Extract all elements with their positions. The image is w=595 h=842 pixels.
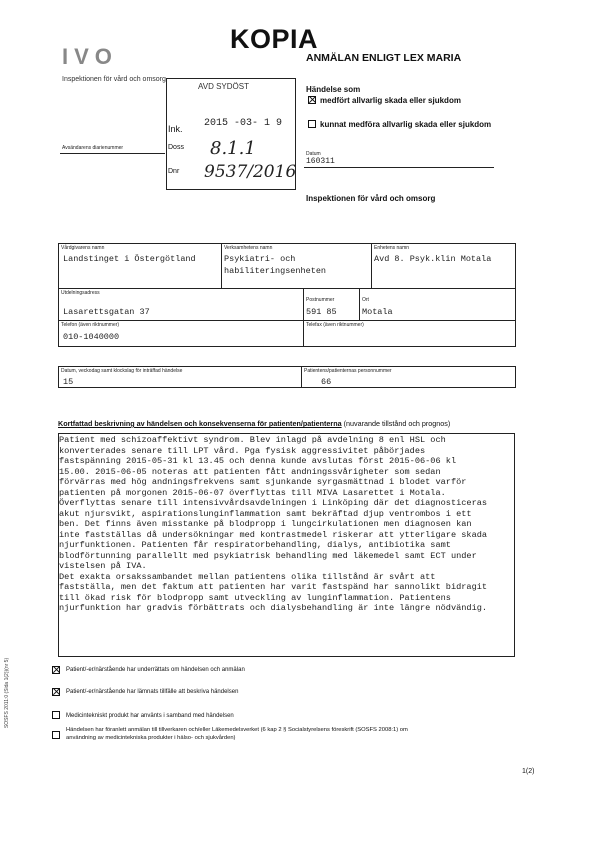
description-line: konverterades senare till LPT vård. Pga fysisk aggressivitet påbörjades — [59, 445, 426, 456]
kopia-stamp: KOPIA — [230, 24, 319, 54]
description-text — [59, 435, 487, 614]
described-label: Patient/-er/närstående har lämnats tillfälle att beskriva händelsen — [66, 689, 239, 695]
ort-value: Motala — [362, 307, 393, 317]
stamp-ink-label: Ink. — [168, 124, 183, 134]
verksamhet-value-2: habiliteringsenheten — [224, 266, 327, 276]
vardgivare-label: Vårdgivarens namn — [61, 245, 105, 251]
description-heading — [58, 419, 450, 428]
stamp-dnr-label: Dnr — [168, 168, 180, 175]
description-line: Det exakta orsakssambandet mellan patientens olika tillstånd är svårt att — [59, 571, 436, 582]
page-number: 1(2) — [522, 768, 535, 775]
verksamhet-value-1: Psykiatri- och — [224, 254, 296, 264]
description-line: akut njursvikt, aspirationslunginflammation samt bekräftad djup ventrombos i ett — [59, 508, 472, 519]
description-line: njurfunktionen. Patienten får respiratorbehandling, dialys, antibiotika samt — [59, 540, 451, 550]
postnr-value: 591 85 — [306, 307, 337, 317]
description-line: blodförtunning parallellt med psykiatrisk behandling med läkemedel samt ECT under — [59, 550, 477, 561]
description-line: inte fastställas då undersökningar med kontrastmedel riskerar att ytterligare skada — [59, 529, 488, 540]
enhet-value: Avd 8. Psyk.klin Motala — [374, 254, 492, 264]
org-divider-4 — [359, 288, 360, 320]
event-option2-checkbox[interactable] — [308, 120, 316, 128]
telefon-value: 010-1040000 — [63, 332, 120, 342]
org-row-line-2 — [59, 320, 515, 321]
adress-label: Utdelningsadress — [61, 290, 100, 296]
description-line: vistelsen på IVA. — [59, 561, 147, 571]
stamp-dnr-value: 9537/2016 — [204, 162, 297, 182]
received-stamp — [60, 44, 300, 192]
described-checkbox[interactable] — [52, 688, 60, 696]
description-line: njurfunktion har gradvis förbättrats och dialysbehandling är inte längre nödvändig. — [59, 603, 488, 613]
stamp-dossier-label: Doss — [168, 144, 184, 151]
device-checkbox[interactable] — [52, 711, 60, 719]
description-line: ben. Det finns även misstanke på blodpropp i lungcirkulationen men diagnosen kan — [59, 519, 472, 529]
event-option2-label: kunnat medföra allvarlig skada eller sjukdom — [320, 120, 492, 129]
datum-line — [304, 167, 494, 168]
side-form-code: SOSFS 2011:0 (Sida 1(2))(nr 5) — [4, 657, 11, 729]
ort-label: Ort — [362, 297, 369, 303]
stamp-avd: AVD SYDÖST — [198, 82, 249, 91]
description-box — [58, 433, 515, 657]
personnr-value: 66 — [321, 377, 332, 387]
description-line: fastspänning 2015-05-31 kl 13.45 och denna kunde avslutas först 2015-06-06 kl — [59, 456, 457, 466]
description-line: Överflyttas senare till intensivvårdsavdelningen i Linköping där det diagnosticeras — [59, 498, 488, 508]
org-divider-1 — [221, 244, 222, 288]
description-line: Patient med schizoaffektivt syndrom. Blev inlagd på avdelning 8 enl HSL och — [59, 435, 446, 445]
manufacturer-label-2: användning av medicintekniska produkter i hälso- och sjukvården) — [66, 735, 236, 741]
org-divider-2 — [371, 244, 372, 288]
notified-checkbox[interactable] — [52, 666, 60, 674]
notified-label: Patient/-er/närstående har underrättats om händelsen och anmälan — [66, 667, 245, 673]
verksamhet-label: Verksamhetens namn — [224, 245, 273, 251]
description-heading-text: Kortfattad beskrivning av händelsen och konsekvenserna för patienten/patienterna — [58, 419, 342, 428]
description-line: till ökad risk för blodpropp samt utveckling av lunginflammation. Patientens — [59, 592, 451, 603]
stamp-logo: IVO — [62, 44, 118, 69]
manufacturer-checkbox[interactable] — [52, 731, 60, 739]
incident-box — [58, 366, 516, 388]
stamp-dossier-value: 8.1.1 — [210, 138, 256, 159]
form-title: ANMÄLAN ENLIGT LEX MARIA — [306, 52, 462, 64]
enhet-label: Enhetens namn — [374, 245, 410, 251]
org-row-line-1 — [59, 288, 515, 289]
incident-datum-value: 15 — [63, 377, 74, 387]
description-line: patienten på morgonen 2015-06-07 överflyttas till MIVA Lasarettet i Motala. — [59, 487, 446, 498]
description-line: fastställa, men det faktum att patienten har varit fastspänd har sannolikt bidragit — [59, 582, 488, 592]
recipient: Inspektionen för vård och omsorg — [306, 194, 436, 203]
postnr-label: Postnummer — [306, 297, 335, 303]
telefax-label: Telefax (även riktnummer) — [306, 322, 364, 328]
telefon-label: Telefon (även riktnummer) — [61, 322, 120, 328]
event-heading: Händelse som — [306, 85, 361, 94]
personnr-label: Patientens/patienternas personnummer — [304, 368, 392, 374]
description-heading-note: (nuvarande tillstånd och prognos) — [343, 419, 451, 428]
event-option1-label: medfört allvarlig skada eller sjukdom — [320, 96, 461, 105]
sender-diarie-label: Avsändarens diarienummer — [62, 145, 124, 151]
sender-datum-value: 160311 — [306, 157, 335, 166]
incident-divider — [301, 367, 302, 387]
stamp-agency: Inspektionen för vård och omsorg — [62, 76, 166, 83]
event-option1-checkbox[interactable] — [308, 96, 316, 104]
org-box — [58, 243, 516, 347]
sender-datum-label: Datum — [306, 151, 321, 157]
org-divider-3 — [303, 288, 304, 346]
description-line: 15.00. 2015-06-05 noteras att patienten fått andningssvårigheter som sedan — [59, 466, 441, 477]
manufacturer-label: Händelsen har föranlett anmälan till tillverkaren och/eller Läkemedelsverket (6 kap 2 § Socialstyrelsens föreskrift (SOSFS 2008:1) om — [66, 727, 408, 733]
stamp-ink-date: 2015 -03- 1 9 — [204, 118, 283, 129]
incident-datum-label: Datum, veckodag samt klockslag för inträffad händelse — [61, 368, 183, 374]
description-line: förvärras med hög andningsfrekvens samt sjunkande syrgasmättnad i blodet varför — [59, 477, 467, 487]
device-label: Medicintekniskt produkt har använts i samband med händelsen — [66, 713, 234, 719]
vardgivare-value: Landstinget i Östergötland — [63, 254, 196, 264]
adress-value: Lasarettsgatan 37 — [63, 307, 150, 317]
diarie-line — [60, 153, 165, 154]
